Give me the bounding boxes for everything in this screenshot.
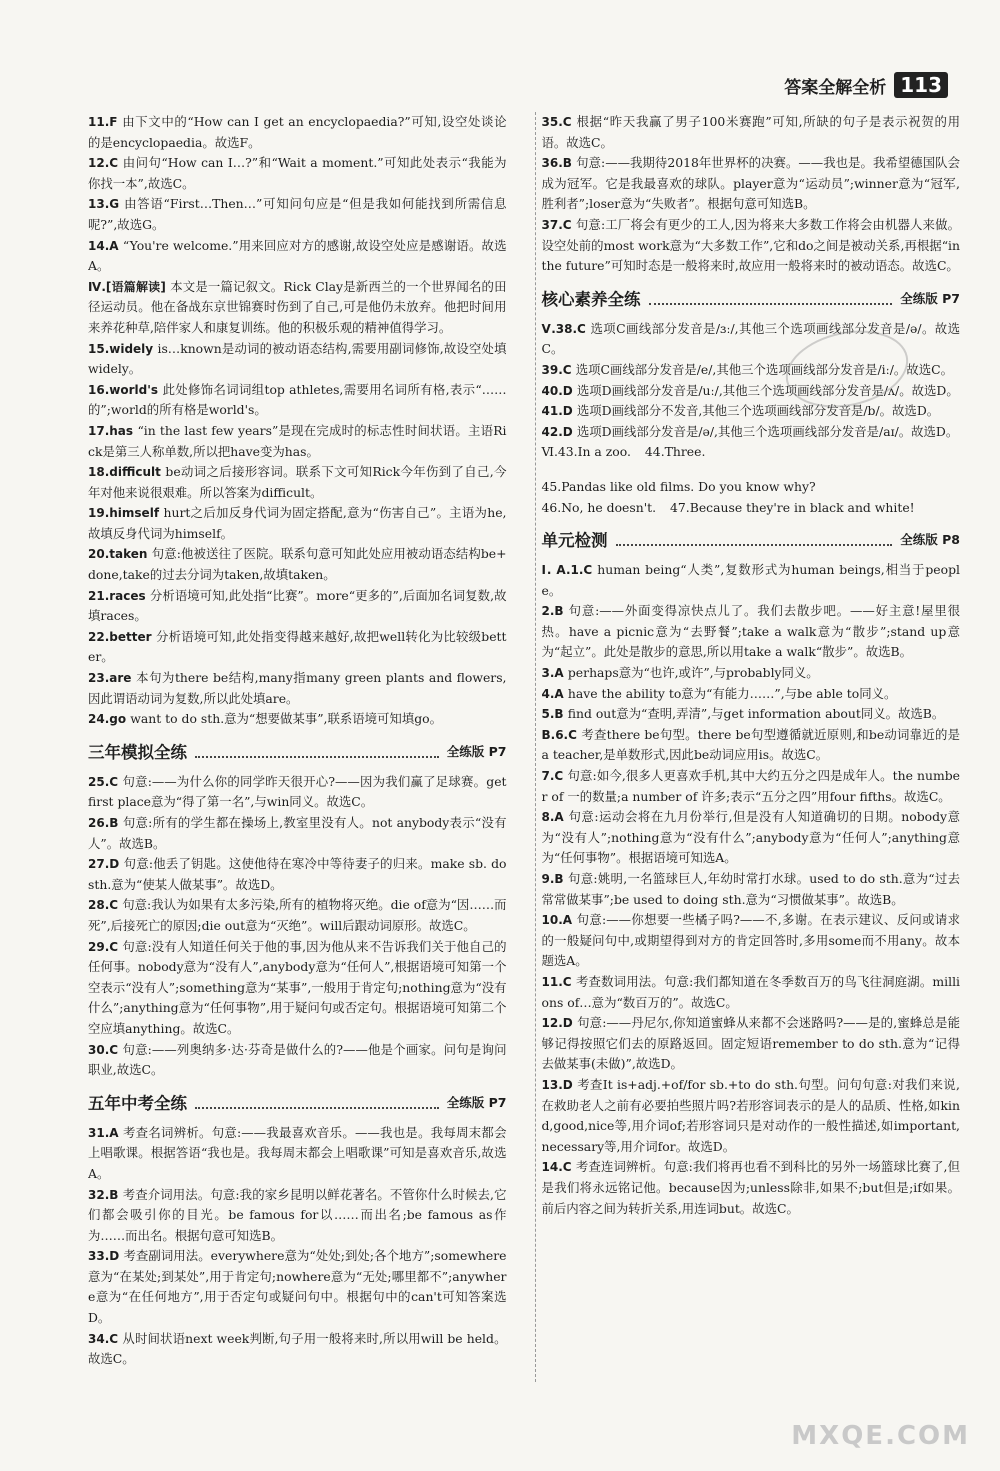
answer-explanation: 选项C画线部分发音是/e/,其他三个选项画线部分发音是/iː/。故选C。 [575,361,953,377]
answer-entry [88,813,507,854]
answer-entry [88,503,507,544]
answer-explanation: human being“人类”,复数形式为human beings,相当于people。 [541,562,960,598]
answer-explanation: 考查介词用法。句意:我的家乡昆明以鲜花著名。不管你什么时候去,它们都会吸引你的目光。be famous for以……而出名;be famous as作为……而出名。根据句意可知选B。 [88,1186,507,1243]
short-answer: 46.No, he doesn't. [541,499,657,515]
answer-entry [542,215,961,277]
answer-explanation: 由答语“First…Then…”可知问句应是“但是我如何能找到所需信息呢?”,故选G。 [88,196,507,232]
answer-explanation: 分析语境可知,此处指变得越来越好,故把well转化为比较级better。 [88,628,507,665]
answer-entry [542,153,961,215]
answer-entry [542,560,961,601]
answer-label: 42.D [541,424,577,439]
answer-explanation: find out意为“查明,弄清”,与get information about同义。故选B。 [567,706,945,722]
page-header [784,72,948,98]
answer-explanation: “in the last few years”是现在完成时的标志性时间状语。主语Rick是第三人称单数,所以把have变为has。 [88,422,507,459]
answer-entry [88,895,507,936]
answer-entry [88,772,507,813]
section-dots [616,532,893,546]
section-heading-right-1 [542,283,961,313]
answer-entry [88,112,507,153]
site-watermark: MXQE.COM [791,1421,970,1451]
answer-label: 33.D [88,1249,124,1264]
answer-explanation: 本句为there be结构,many指many green plants and flowers,因此谓语动词为复数,所以此处填are。 [88,670,507,706]
answer-entry [542,807,961,869]
answer-label: 25.C [88,774,123,789]
answer-explanation: 本文是一篇记叙文。Rick Clay是新西兰的一个世界闻名的田径运动员。他在备战东京世锦赛时伤到了自己,可是他仍未放弃。他把时间用来养花种草,陪伴家人和康复训练。他的积极乐观的精神值得学习。 [88,278,507,335]
section-title: 核心素养全练 [541,289,641,309]
right-entries-bottom [542,560,961,1219]
answer-explanation: 句意:——列奥纳多·达·芬奇是做什么的?——他是个画家。问句是询问职业,故选C。 [88,1041,507,1078]
answer-explanation: 句意:工厂将会有更少的工人,因为将来大多数工作将会由机器人来做。设空处前的most work意为“大多数工作”,它和do之间是被动关系,再根据“in the future”可知时态是一般将来时,故应用一般将来时的被动语态。故选C。 [541,216,960,274]
section-dots [649,291,893,305]
answer-explanation: have the ability to意为“有能力……”,与be able to同义。 [567,685,897,701]
answer-entry [542,1013,961,1075]
answer-label: 14.C [541,1160,576,1175]
answer-entry [88,380,507,421]
short-answer: Ⅵ.43.In a zoo. [541,444,631,460]
answer-explanation: 考查连词辨析。句意:我们将再也看不到科比的另外一场篮球比赛了,但是我们将永远铭记他。because因为;unless除非,如果不;but但是;if如果。前后内容之间为转折关系,用连词but。故选C。 [541,1159,960,1216]
answer-entry [542,601,961,663]
answer-label: 11.C [541,974,576,989]
answer-label: 37.C [541,217,576,232]
answer-label: B.6.C [541,727,582,742]
answer-label: 27.D [88,857,124,872]
answer-label: 13.G [88,197,125,212]
answer-label: 21.races [88,588,150,603]
section-tag: 全练版 P7 [900,290,960,306]
short-answers-row-2 [542,498,961,519]
answer-entry [88,854,507,895]
answer-entry [88,668,507,709]
answer-label: 34.C [88,1331,123,1346]
answer-entry [542,725,961,766]
answer-explanation: 句意:如今,很多人更喜欢手机,其中大约五分之四是成年人。the number of 一的数量;a number of 许多;表示“五分之四”用four fifths。故选C。 [541,768,960,804]
answer-entry [88,194,507,235]
answer-explanation: perhaps意为“也许,或许”,与probably同义。 [567,665,819,681]
answer-explanation: 句意:——外面变得凉快点儿了。我们去散步吧。——好主意!屋里很热。have a picnic意为“去野餐”;take a walk意为“散步”;stand up意为“起立”。此处是散步的意思,所以用take a walk“散步”。故选B。 [541,603,960,660]
section-heading-left-1 [88,736,507,766]
answer-label: 36.B [541,156,577,171]
answer-explanation: 句意:没有人知道任何关于他的事,因为他从来不告诉我们关于他自己的任何事。nobody意为“没有人”,anybody意为“任何人”,根据语境可知第一个空表示“没有人”;something意为“某事”,一般用于肯定句;nothing意为“没有什么”;anything意为“任何事物”,用于疑问句或否定句。根据语境可知第二个空应填anything。故选C。 [88,938,507,1036]
section-heading-left-2 [88,1087,507,1117]
answer-explanation: 句意:他被送往了医院。联系句意可知此处应用被动语态结构be+done,take的过去分词为taken,故填taken。 [88,546,507,583]
answer-label: 26.B [88,816,123,830]
answer-label: 4.A [541,686,568,701]
answer-entry [88,1329,507,1370]
right-column [535,112,961,1382]
answer-entry [542,766,961,807]
answer-explanation: 句意:我认为如果有太多污染,所有的植物将灭绝。die of意为“因……而死”,后接死亡的原因;die out意为“灭绝”。will后跟动词原形。故选C。 [88,897,507,933]
section-dots [195,1095,439,1109]
answer-entry [88,586,507,627]
answer-label: 5.B [541,707,568,722]
answer-entry [88,709,507,730]
answer-explanation: 句意:所有的学生都在操场上,教室里没有人。not anybody表示“没有人”。故选B。 [88,815,507,851]
answer-label: 20.taken [88,547,152,562]
answer-label: 3.A [541,666,568,681]
answer-label: Ⅳ.[语篇解读] [88,279,171,294]
answer-label: 40.D [541,383,577,398]
answer-entry [88,544,507,585]
short-answer: 44.Three. [644,444,706,460]
answer-label: 16.world's [88,382,163,397]
answer-label: 2.B [541,604,569,619]
answer-explanation: 选项D画线部分发音是/uː/,其他三个选项画线部分发音是/ʌ/。故选D。 [576,382,959,398]
section-title: 单元检测 [541,531,608,551]
answer-label: 35.C [541,115,577,129]
answer-label: 24.go [88,712,131,727]
answer-entry [88,236,507,277]
right-entries-top [542,112,961,277]
answer-entry [88,937,507,1040]
answer-label: 14.A [88,238,123,253]
answer-explanation: 由问句“How can I…?”和“Wait a moment.”可知此处表示“我能为你找一本”,故选C。 [88,155,507,191]
short-answer: 45.Pandas like old films. Do you know why? [541,478,816,494]
answer-explanation: 选项D画线部分不发音,其他三个选项画线部分发音是/b/。故选D。 [576,403,940,419]
answer-explanation: hurt之后加反身代词为固定搭配,意为“伤害自己”。主语为he,故填反身代词为himself。 [88,505,507,541]
answer-label: 22.better [88,629,156,644]
answer-explanation: 由下文中的“How can I get an encyclopaedia?”可知,设空处谈论的是encyclopaedia。故选F。 [88,114,507,150]
answer-label: 29.C [88,939,123,954]
answer-explanation: 根据“昨天我赢了男子100米赛跑”可知,所缺的句子是表示祝贺的用语。故选C。 [541,114,960,150]
answer-explanation: 考查there be句型。there be句型遵循就近原则,和be动词靠近的是a teacher,是单数形式,因此be动词应用is。故选C。 [541,726,960,763]
answer-label: 7.C [541,769,568,784]
answer-label: Ⅰ. A.1.C [541,563,598,578]
section-tag: 全练版 P8 [900,532,960,548]
answer-entry [88,1040,507,1081]
answer-explanation: 句意:——为什么你的同学昨天很开心?——因为我们赢了足球赛。get first place意为“得了第一名”,与win同义。故选C。 [88,773,507,810]
answer-entry [542,972,961,1013]
answer-entry [542,1075,961,1157]
answer-entry [88,462,507,503]
answer-explanation: 句意:——你想要一些橘子吗?——不,多谢。在表示建议、反问或请求的一般疑问句中,或期望得到对方的肯定回答时,多用some而不用any。故本题选A。 [541,912,960,969]
answer-explanation: 选项D画线部分发音是/ə/,其他三个选项画线部分发音是/aɪ/。故选D。 [576,423,959,439]
answer-entry [542,704,961,725]
section-heading-right-2 [542,524,961,554]
answer-label: 13.D [541,1077,578,1092]
answer-entry [88,1123,507,1185]
answer-entry [88,339,507,380]
left-entries-bottom [88,1123,507,1370]
answer-explanation: 考查名词辨析。句意:——我最喜欢音乐。——我也是。我每周末都会上唱歌课。根据答语“我也是。我每周末都会上唱歌课”可知是喜欢音乐,故选A。 [88,1124,507,1181]
header-title: 答案全解全析 [784,77,887,98]
answer-label: 19.himself [88,506,164,521]
answer-explanation: 考查副词用法。everywhere意为“处处;到处;各个地方”;somewhere意为“在某处;到某处”,用于肯定句;nowhere意为“无处;哪里都不”;anywhere意为“在任何地方”,用于否定句或疑问句中。根据句中的can't可知答案选D。 [88,1248,507,1326]
page-number: 113 [894,72,948,98]
answer-label: 8.A [541,810,569,825]
answer-entry [88,277,507,339]
answer-explanation: is…known是动词的被动语态结构,需要用副词修饰,故设空处填widely。 [88,340,507,377]
answer-explanation: 选项C画线部分发音是/ɜː/,其他三个选项画线部分发音是/ə/。故选C。 [541,320,960,357]
answer-label: 28.C [88,898,123,913]
answer-columns [88,112,960,1382]
answer-entry [542,663,961,684]
answer-explanation: 此处修饰名词词组top athletes,需要用名词所有格,表示“……的”;world的所有格是world's。 [88,381,507,418]
answer-explanation: want to do sth.意为“想要做某事”,联系语境可知填go。 [130,711,442,727]
answer-entry [542,422,961,443]
answer-explanation: be动词之后接形容词。联系下文可知Rick今年伤到了自己,今年对他来说很艰难。所以答案为difficult。 [88,464,507,500]
short-answer: 47.Because they're in black and white! [670,499,915,515]
section-tag: 全练版 P7 [446,1094,507,1110]
answer-explanation: 从时间状语next week判断,句子用一般将来时,所以用will be held。故选C。 [88,1330,507,1367]
answer-label: 39.C [541,362,576,377]
left-entries-mid [88,772,507,1081]
answer-entry [542,684,961,705]
answer-label: 12.D [541,1016,578,1031]
answer-entry [88,1246,507,1328]
answer-label: 30.C [88,1042,123,1057]
answer-explanation: 句意:姚明,一名篮球巨人,年幼时常打水球。used to do sth.意为“过去常常做某事”;be used to doing sth.意为“习惯做某事”。故选B。 [541,871,960,907]
answer-entry [542,869,961,910]
answer-entry [542,401,961,422]
answer-label: 41.D [541,404,577,419]
answer-entry [542,910,961,972]
section-dots [195,744,439,758]
answer-label: 18.difficult [88,465,166,480]
answer-explanation: 句意:运动会将在九月份举行,但是没有人知道确切的日期。nobody意为“没有人”;nothing意为“没有什么”;anybody意为“任何人”;anything意为“任何事物”。根据语境可知选A。 [541,809,960,866]
answer-explanation: 句意:——我期待2018年世界杯的决赛。——我也是。我希望德国队会成为冠军。它是我最喜欢的球队。player意为“运动员”;winner意为“冠军,胜利者”;loser意为“失败者”。根据句意可知选B。 [541,155,960,212]
answer-explanation: “You're welcome.”用来回应对方的感谢,故设空处应是感谢语。故选A。 [88,237,507,274]
answer-explanation: 句意:——丹尼尔,你知道蜜蜂从来都不会迷路吗?——是的,蜜蜂总是能够记得按照它们去的原路返回。固定短语remember to do sth.意为“记得去做某事(未做)”,故选D。 [541,1015,960,1072]
section-title: 五年中考全练 [88,1093,187,1113]
answer-entry [88,1185,507,1247]
answer-label: 23.are [88,671,137,686]
section-title: 三年模拟全练 [88,742,187,762]
answer-label: 15.widely [88,341,158,356]
answer-explanation: 句意:他丢了钥匙。这使他待在寒冷中等待妻子的归来。make sb. do sth.意为“使某人做某事”。故选D。 [88,856,507,892]
answer-label: 9.B [541,872,569,886]
answer-label: 10.A [541,913,577,928]
short-answers-row-1 [542,442,961,497]
answer-entry [542,1157,961,1219]
answer-entry [88,421,507,462]
answer-explanation: 分析语境可知,此处指“比赛”。more“更多的”,后面加名词复数,故填races。 [88,587,507,624]
answer-label: 11.F [88,115,123,129]
answer-explanation: 考查数词用法。句意:我们都知道在冬季数百万的鸟飞往洞庭湖。millions of…意为“数百万的”。故选C。 [541,973,960,1010]
answer-entry [88,627,507,668]
answer-explanation: 考查It is+adj.+of/for sb.+to do sth.句型。问句句意:对我们来说,在救助老人之前有必要拍些照片吗?若形容词表示的是人的品质、性格,如kind,good,nice等,用介词of;若形容词只是对动作的一般性描述,如important,necessary等,用介词for。故选D。 [541,1076,960,1154]
left-column [88,112,507,1382]
answer-label: 31.A [88,1125,124,1140]
answer-entry [88,153,507,194]
section-tag: 全练版 P7 [446,743,507,759]
answer-label: 17.has [88,423,138,438]
answer-entry [542,112,961,153]
answer-label: 32.B [88,1187,123,1202]
answer-label: Ⅴ.38.C [541,321,591,336]
answer-label: 12.C [88,156,123,171]
left-entries-top [88,112,507,730]
